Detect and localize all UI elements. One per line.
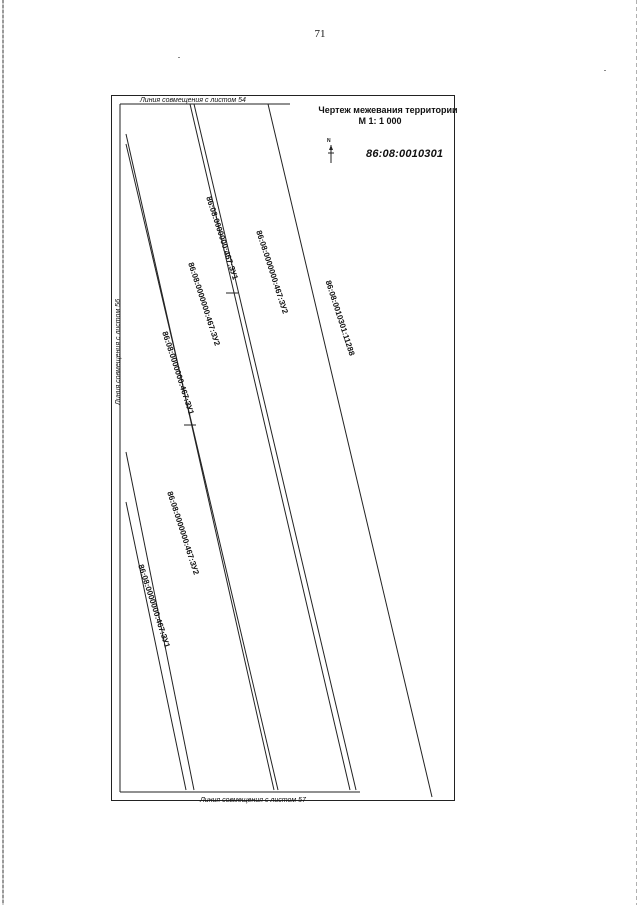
drawing-scale: М 1: 1 000 <box>358 116 402 126</box>
boundary-line <box>126 144 278 790</box>
north-arrow-icon <box>327 138 335 170</box>
boundary-line <box>126 502 186 790</box>
north-letter: N <box>327 138 331 144</box>
sheet-line-label-bottom: Линия совмещения с листом 57 <box>200 797 306 804</box>
parcel-label: 86:08:0000000:467:ЗУ2 <box>254 229 290 315</box>
parcel-label: 86:08:0000000:467:ЗУ2 <box>186 261 222 347</box>
parcel-label: 86:08:0000000:467:ЗУ1 <box>136 563 172 649</box>
sheet-line-label-top: Линия совмещения с листом 54 <box>140 97 246 104</box>
parcel-label: 86:08:0010301:11288 <box>323 279 357 357</box>
parcel-label: 86:08:0000000:467:ЗУ2 <box>165 490 201 576</box>
boundary-line <box>268 104 432 797</box>
drawing-title: Чертеж межевания территории <box>318 105 458 115</box>
page-number: 71 <box>314 28 326 40</box>
sheet-line-label-left: Линия совмещения с листом 56 <box>115 299 122 405</box>
cadastral-quarter-number: 86:08:0010301 <box>366 148 444 160</box>
parcel-label: 86:08:0000000:467:ЗУ1 <box>204 195 240 281</box>
parcel-label: 86:08:0000000:467:ЗУ1 <box>160 330 196 416</box>
boundary-line <box>194 104 356 790</box>
boundary-line <box>126 134 274 790</box>
